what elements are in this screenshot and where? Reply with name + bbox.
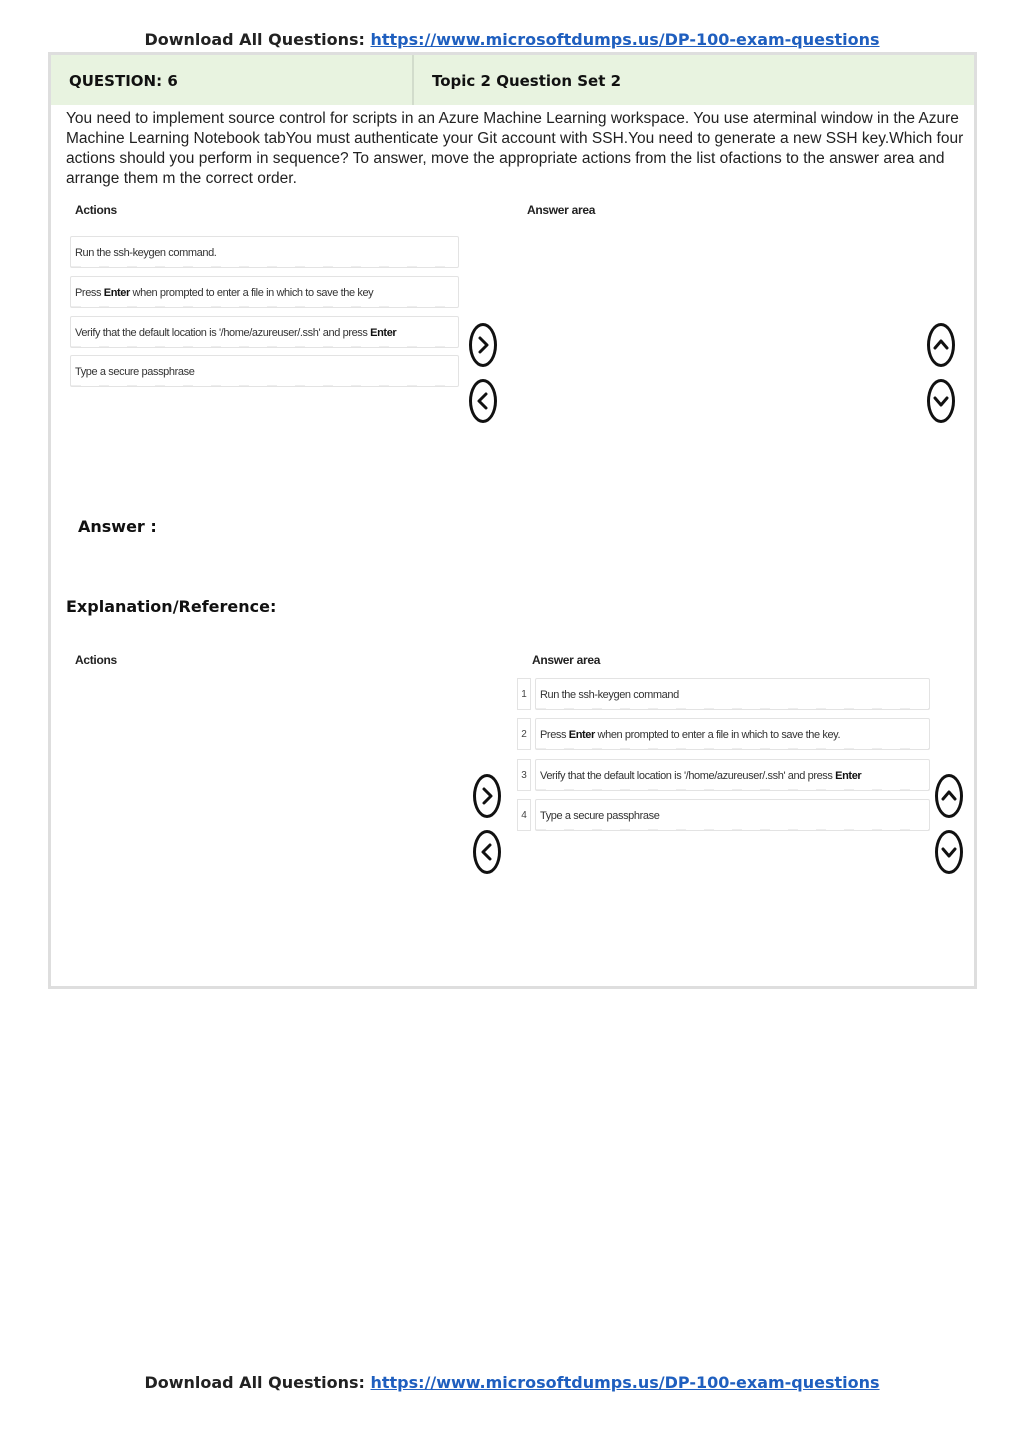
question-text: You need to implement source control for scripts in an Azure Machine Learning workspace. You use aterminal window in the Azure Machine Learning Notebook tabYou must authenticate your Git account with SSH.You need to generate a new SSH key.Which four actions should you perform in sequence? To answer, move the appropriate actions from the list ofactions to the answer area and arrange them m the correct order. [66, 110, 964, 187]
exhibit2-actions-label: Actions [75, 653, 117, 667]
answer-step-number: 2 [517, 718, 531, 750]
action-text: Press [75, 287, 104, 299]
action-text: Verify that the default location is '/home/azureuser/.ssh' and press [75, 327, 371, 339]
answer-step-number: 3 [517, 759, 531, 791]
answer-bold-text: Enter [568, 729, 595, 741]
chevron-down-icon [930, 382, 952, 420]
answer-text: Press [540, 729, 569, 741]
answer-text: Run the ssh-keygen command [540, 689, 679, 701]
exhibit1-actions-label: Actions [75, 203, 117, 217]
chevron-left-icon [476, 833, 498, 871]
exhibit2-answer-item[interactable] [535, 759, 930, 791]
action-bold-text: Enter [370, 327, 397, 339]
answer-label: Answer : [78, 517, 157, 536]
answer-step-number: 1 [517, 678, 531, 710]
move-down-button[interactable] [935, 830, 963, 874]
footer-download-line [0, 1373, 1024, 1392]
answer-text: Verify that the default location is '/home/azureuser/.ssh' and press [540, 770, 836, 782]
chevron-right-icon [472, 326, 494, 364]
exhibit2-answer-area-label: Answer area [532, 653, 601, 667]
action-text: Type a secure passphrase [75, 366, 195, 378]
action-text: Run the ssh-keygen command. [75, 247, 217, 259]
move-left-button[interactable] [473, 830, 501, 874]
move-right-button[interactable] [473, 774, 501, 818]
exhibit1-action-item[interactable] [70, 355, 459, 387]
chevron-up-icon [930, 326, 952, 364]
question-box [48, 52, 977, 989]
exhibit1-action-item[interactable] [70, 236, 459, 268]
question-header [51, 55, 974, 105]
explanation-label: Explanation/Reference: [66, 597, 277, 616]
question-topic: Topic 2 Question Set 2 [432, 72, 622, 90]
move-left-button[interactable] [469, 379, 497, 423]
action-text-tail: when prompted to enter a file in which to save the key [129, 287, 374, 299]
header-download-link[interactable]: https://www.microsoftdumps.us/DP-100-exam-questions [370, 30, 880, 49]
move-up-button[interactable] [927, 323, 955, 367]
chevron-left-icon [472, 382, 494, 420]
answer-text: Type a secure passphrase [540, 810, 660, 822]
question-number: QUESTION: 6 [51, 55, 414, 105]
chevron-right-icon [476, 777, 498, 815]
footer-download-link[interactable]: https://www.microsoftdumps.us/DP-100-exam-questions [370, 1373, 880, 1392]
exhibit1-action-item[interactable] [70, 316, 459, 348]
exhibit2-answer-item[interactable] [535, 718, 930, 750]
exhibit1-action-item[interactable] [70, 276, 459, 308]
answer-bold-text: Enter [835, 770, 862, 782]
exhibit1-answer-area-label: Answer area [527, 203, 596, 217]
answer-text-tail: when prompted to enter a file in which to save the key. [594, 729, 841, 741]
header-download-line [0, 30, 1024, 49]
answer-step-number: 4 [517, 799, 531, 831]
chevron-down-icon [938, 833, 960, 871]
exhibit2-answer-item[interactable] [535, 678, 930, 710]
exhibit2-answer-item[interactable] [535, 799, 930, 831]
move-up-button[interactable] [935, 774, 963, 818]
chevron-up-icon [938, 777, 960, 815]
action-bold-text: Enter [103, 287, 130, 299]
move-down-button[interactable] [927, 379, 955, 423]
header-download-prefix: Download All Questions: [144, 30, 365, 49]
move-right-button[interactable] [469, 323, 497, 367]
footer-download-prefix: Download All Questions: [144, 1373, 365, 1392]
